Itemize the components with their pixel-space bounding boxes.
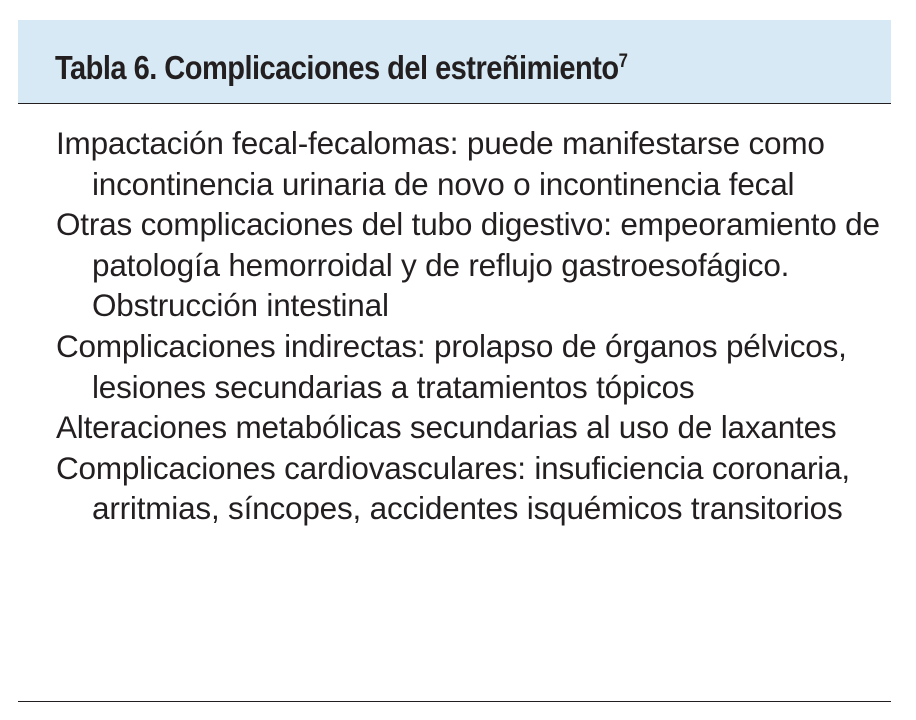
table-entry-fecal-impaction: Impactación fecal-fecalomas: puede manifestarse como incontinencia urinaria de novo o incontinencia fecal <box>56 125 825 202</box>
table-entry-indirect-complications: Complicaciones indirectas: prolapso de órganos pélvicos, lesiones secundarias a tratamientos tópicos <box>56 327 847 405</box>
table-title <box>55 48 627 88</box>
table-header <box>18 20 891 104</box>
table-entry-digestive-complications: Otras complicaciones del tubo digestivo: empeoramiento de patología hemorroidal y de reflujo gastroesofágico. Obstrucción intestinal <box>56 206 880 324</box>
table-entry-cardiovascular-complications: Complicaciones cardiovasculares: insuficiencia coronaria, arritmias, síncopes, accidentes isquémicos transitorios <box>56 449 850 527</box>
table-body <box>18 104 891 529</box>
table-bottom-rule <box>18 701 891 702</box>
complications-table <box>18 20 891 529</box>
table-title-text: Tabla 6. Complicaciones del estreñimiento <box>55 49 619 86</box>
table-title-reference: 7 <box>618 51 628 72</box>
table-entry-metabolic-alterations: Alteraciones metabólicas secundarias al uso de laxantes <box>56 409 837 446</box>
